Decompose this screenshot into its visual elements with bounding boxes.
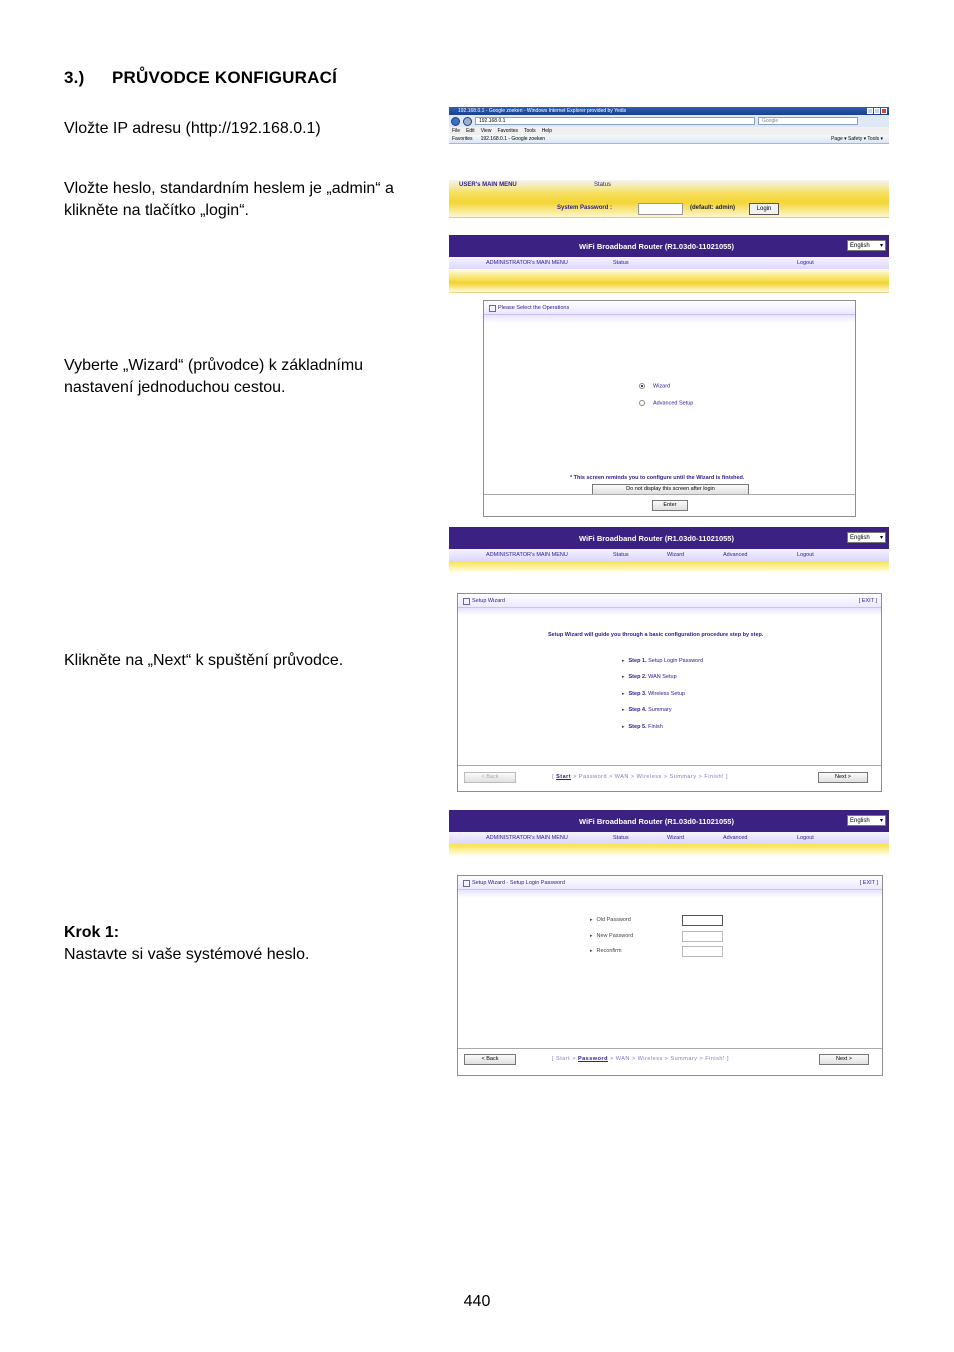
browser-title: 192.168.0.1 - Google zoeken - Windows Internet Explorer provided by Yedis	[458, 108, 627, 114]
step-item: ▸ Step 2. WAN Setup	[622, 674, 677, 680]
browser-favbar	[449, 135, 889, 144]
page-number: 440	[463, 1293, 491, 1310]
default-hint: (default: admin)	[690, 205, 735, 211]
router-band	[449, 269, 889, 293]
radio-icon[interactable]	[639, 383, 645, 389]
status-link[interactable]: Status	[594, 182, 612, 188]
password-label: System Password :	[557, 205, 613, 211]
step1-text: Nastavte si vaše systémové heslo.	[64, 946, 310, 963]
browser-titlebar	[449, 107, 889, 115]
reconfirm-label: ▸ Reconfirm	[590, 948, 622, 954]
advanced-link[interactable]: Advanced	[723, 552, 748, 558]
language-select[interactable]: English ▾	[847, 815, 886, 826]
enter-button[interactable]: Enter	[652, 500, 688, 511]
status-link[interactable]: Status	[613, 552, 629, 558]
login-bar	[449, 180, 889, 218]
password-screenshot	[449, 810, 889, 1077]
menu-file[interactable]: File	[452, 128, 461, 134]
router-band	[449, 844, 889, 856]
router-titlebar	[449, 810, 889, 832]
favorites-button[interactable]: Favorites	[452, 136, 473, 142]
new-password-label: ▸ New Password	[590, 933, 634, 939]
browser-tools[interactable]: Page ▾ Safety ▾ Tools ▾	[831, 136, 883, 142]
setup-wizard-header: Setup Wizard [ EXIT ]	[458, 594, 881, 608]
setup-wizard-panel	[457, 593, 882, 792]
admin-main-menu[interactable]: ADMINISTRATOR's MAIN MENU	[486, 552, 568, 558]
router-title: WiFi Broadband Router (R1.03d0-11021055)	[579, 816, 734, 826]
logout-link[interactable]: Logout	[797, 260, 814, 266]
menu-edit[interactable]: Edit	[466, 128, 475, 134]
instruction-login: Vložte heslo, standardním heslem je „admin“ a klikněte na tlačítko „login“.	[64, 180, 394, 219]
menu-tools[interactable]: Tools	[524, 128, 536, 134]
logout-link[interactable]: Logout	[797, 835, 814, 841]
new-password-input[interactable]	[682, 931, 723, 942]
forward-icon[interactable]	[463, 117, 472, 126]
section-number: 3.)	[64, 68, 85, 87]
wizard-breadcrumb: [ Start > Password > WAN > Wireless > Summary > Finish! ]	[552, 1056, 730, 1062]
operations-screenshot	[449, 235, 889, 518]
login-button[interactable]: Login	[749, 203, 779, 215]
router-band	[449, 561, 889, 573]
admin-main-menu[interactable]: ADMINISTRATOR's MAIN MENU	[486, 835, 568, 841]
back-icon[interactable]	[451, 117, 460, 126]
operations-panel	[483, 300, 856, 517]
browser-addressbar	[449, 115, 889, 127]
menu-view[interactable]: View	[480, 128, 492, 134]
wizard-link[interactable]: Wizard	[667, 552, 685, 558]
next-button[interactable]: Next >	[818, 772, 868, 783]
step-item: ▸ Step 5. Finish	[622, 724, 663, 730]
instruction-step1	[64, 922, 444, 966]
password-panel	[457, 875, 883, 1076]
wizard-intro: Setup Wizard will guide you through a basic configuration procedure step by step.	[548, 632, 764, 638]
advanced-link[interactable]: Advanced	[723, 835, 748, 841]
section-heading	[64, 68, 337, 88]
wizard-screenshot	[449, 527, 889, 792]
step-item: ▸ Step 4. Summary	[622, 707, 672, 713]
login-screenshot	[449, 180, 889, 219]
minimize-icon[interactable]	[867, 108, 873, 114]
section-title: PRŮVODCE KONFIGURACÍ	[112, 68, 338, 87]
operations-header: Please Select the Operations	[484, 301, 855, 315]
status-link[interactable]: Status	[613, 835, 629, 841]
step-item: ▸ Step 1. Setup Login Password	[622, 658, 704, 664]
wizard-reminder: * This screen reminds you to configure until the Wizard is finished.	[570, 475, 745, 481]
browser-screenshot	[449, 107, 889, 150]
option-advanced[interactable]: Advanced Setup	[639, 400, 693, 406]
reconfirm-input[interactable]	[682, 946, 723, 957]
router-titlebar	[449, 235, 889, 257]
step1-title: Krok 1:	[64, 924, 120, 941]
language-select[interactable]: English ▾	[847, 240, 886, 251]
logout-link[interactable]: Logout	[797, 552, 814, 558]
old-password-label: ▸ Old Password	[590, 917, 631, 923]
admin-main-menu[interactable]: ADMINISTRATOR's MAIN MENU	[486, 260, 568, 266]
language-select[interactable]: English ▾	[847, 532, 886, 543]
step-item: ▸ Step 3. Wireless Setup	[622, 691, 686, 697]
option-wizard[interactable]: Wizard	[639, 383, 670, 389]
wizard-breadcrumb: [ Start > Password > WAN > Wireless > Summary > Finish! ]	[552, 774, 729, 780]
router-titlebar	[449, 527, 889, 549]
instruction-wizard: Vyberte „Wizard“ (průvodce) k základnímu nastavení jednoduchou cestou.	[64, 357, 364, 396]
radio-icon[interactable]	[639, 400, 645, 406]
router-menu	[449, 257, 889, 269]
router-menu	[449, 832, 889, 844]
router-menu	[449, 549, 889, 561]
maximize-icon[interactable]	[874, 108, 880, 114]
password-input[interactable]	[638, 203, 683, 215]
user-main-menu[interactable]: USER's MAIN MENU	[459, 182, 517, 188]
status-link[interactable]: Status	[613, 260, 629, 266]
router-title: WiFi Broadband Router (R1.03d0-11021055)	[579, 533, 734, 543]
browser-tab[interactable]: 192.168.0.1 - Google zoeken	[480, 136, 546, 142]
exit-link[interactable]: [ EXIT ]	[859, 880, 878, 886]
menu-favorites[interactable]: Favorites	[497, 128, 518, 134]
wizard-link[interactable]: Wizard	[667, 835, 685, 841]
password-header: Setup Wizard - Setup Login Password [ EXIT ]	[458, 876, 882, 890]
next-button[interactable]: Next >	[819, 1054, 869, 1065]
address-input[interactable]: 192.168.0.1	[475, 117, 755, 125]
menu-help[interactable]: Help	[541, 128, 552, 134]
instruction-next: Klikněte na „Next“ k spuštění průvodce.	[64, 652, 344, 669]
instruction-ip: Vložte IP adresu (http://192.168.0.1)	[64, 120, 321, 137]
search-input[interactable]: Google	[758, 117, 858, 125]
exit-link[interactable]: [ EXIT ]	[858, 598, 877, 604]
old-password-input[interactable]	[682, 915, 723, 926]
back-button[interactable]: < Back	[464, 1054, 516, 1065]
back-button[interactable]: < Back	[464, 772, 516, 783]
no-display-button[interactable]: Do not display this screen after login	[592, 484, 749, 495]
browser-menubar	[449, 127, 889, 135]
close-icon[interactable]	[881, 108, 887, 114]
router-title: WiFi Broadband Router (R1.03d0-11021055)	[579, 241, 734, 251]
